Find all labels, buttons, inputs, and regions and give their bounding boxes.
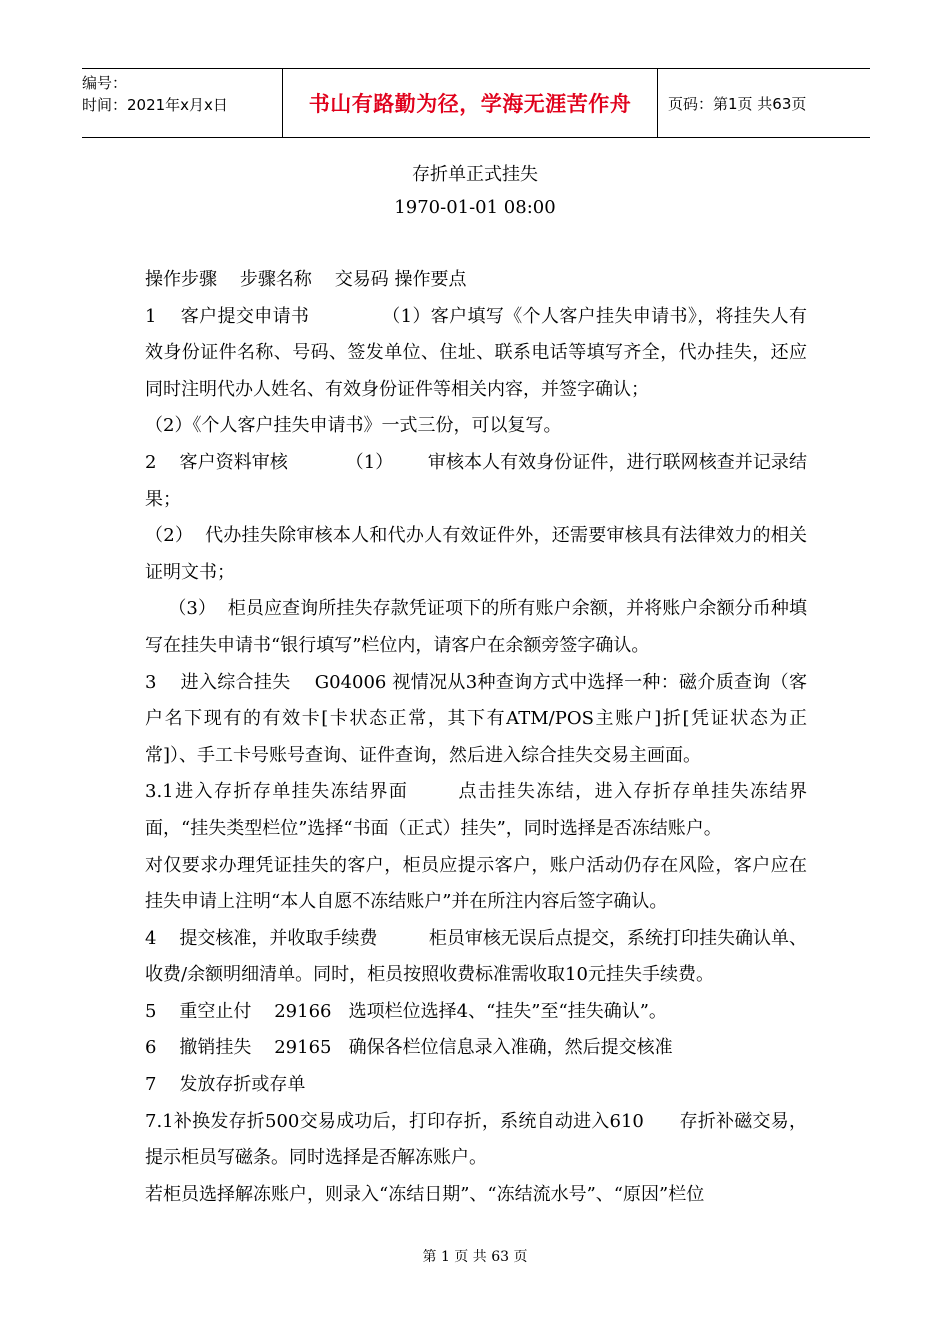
paragraph: （3） 柜员应查询所挂失存款凭证项下的所有账户余额，并将账户余额分币种填写在挂失申请书“银行填写”栏位内，请客户在余额旁签字确认。 bbox=[145, 598, 807, 656]
paragraph: 7.1补换发存折500交易成功后，打印存折，系统自动进入610 存折补磁交易，提示柜员写磁条。同时选择是否解冻账户。 bbox=[145, 1110, 807, 1169]
paragraph: 对仅要求办理凭证挂失的客户，柜员应提示客户，账户活动仍存在风险，客户应在挂失申请上注明“本人自愿不冻结账户”并在所注内容后签字确认。 bbox=[145, 854, 807, 913]
paragraph: 操作步骤 步骤名称 交易码 操作要点 bbox=[145, 269, 467, 290]
header-slogan: 书山有路勤为径，学海无涯苦作舟 bbox=[282, 69, 658, 137]
header-meta bbox=[82, 69, 282, 137]
document-body bbox=[145, 262, 807, 1213]
paragraph: 1 客户提交申请书 （1）客户填写《个人客户挂失申请书》，将挂失人有效身份证件名称、号码、签发单位、住址、联系电话等填写齐全，代办挂失，还应同时注明代办人姓名、有效身份证件等相关内容，并签字确认； bbox=[145, 305, 807, 400]
paragraph: 2 客户资料审核 （1） 审核本人有效身份证件，进行联网核查并记录结果； bbox=[145, 451, 807, 510]
paragraph: （2）《个人客户挂失申请书》一式三份，可以复写。 bbox=[145, 415, 562, 437]
paragraph: 7 发放存折或存单 bbox=[145, 1074, 306, 1096]
page-footer: 第 1 页 共 63 页 bbox=[422, 1249, 528, 1265]
paragraph: 若柜员选择解冻账户，则录入“冻结日期”、“冻结流水号”、“原因”栏位 bbox=[145, 1183, 705, 1205]
paragraph: 4 提交核准，并收取手续费 柜员审核无误后点提交，系统打印挂失确认单、收费/余额明细清单。同时，柜员按照收费标准需收取10元挂失手续费。 bbox=[145, 927, 807, 986]
page-header bbox=[82, 68, 870, 138]
header-page-info: 页码：第1页 共63页 bbox=[668, 94, 807, 113]
paragraph: 3 进入综合挂失 G04006 视情况从3种查询方式中选择一种：磁介质查询（客户名下现有的有效卡[卡状态正常，其下有ATM/POS主账户]折[凭证状态为正常]）、手工卡号账号查询、证件查询，然后进入综合挂失交易主画面。 bbox=[145, 671, 807, 766]
paragraph: 5 重空止付 29166 选项栏位选择4、“挂失”至“挂失确认”。 bbox=[145, 1000, 667, 1022]
time-label: 时间：2021年x月x日 bbox=[82, 96, 228, 114]
document-title: 存折单正式挂失 bbox=[412, 164, 538, 185]
paragraph: （2） 代办挂失除审核本人和代办人有效证件外，还需要审核具有法律效力的相关证明文书； bbox=[145, 525, 807, 583]
document-datetime: 1970-01-01 08:00 bbox=[394, 197, 556, 218]
paragraph: 3.1进入存折存单挂失冻结界面 点击挂失冻结，进入存折存单挂失冻结界面，“挂失类型栏位”选择“书面（正式）挂失”，同时选择是否冻结账户。 bbox=[145, 781, 807, 839]
paragraph: 6 撤销挂失 29165 确保各栏位信息录入准确，然后提交核准 bbox=[145, 1037, 673, 1059]
number-label: 编号： bbox=[82, 74, 128, 92]
